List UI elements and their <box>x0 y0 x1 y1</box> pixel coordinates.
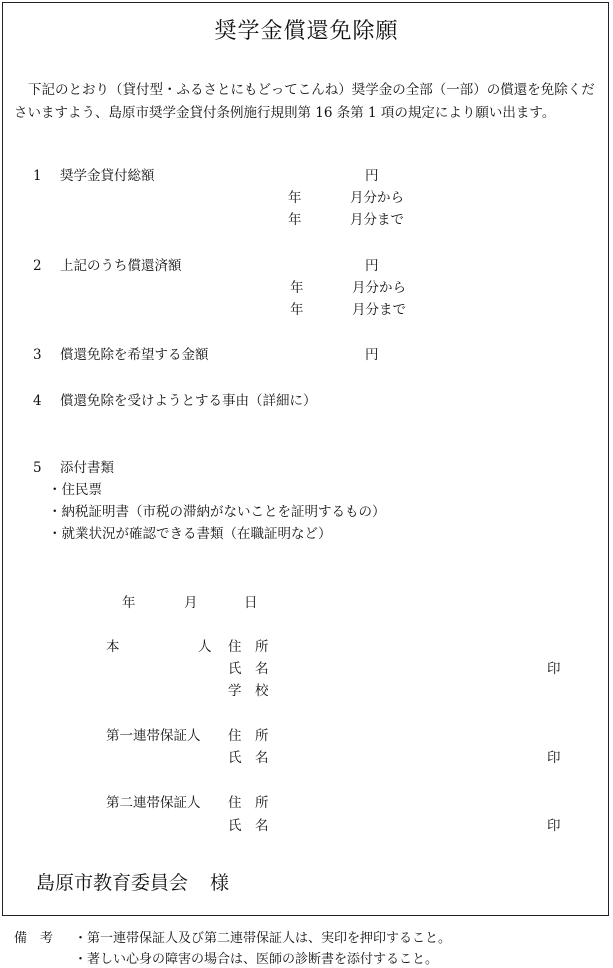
applicant-name-label: 氏 名 <box>228 661 269 677</box>
item1-label: 奨学金貸付総額 <box>60 168 155 184</box>
guarantor2-seal-mark: 印 <box>547 818 561 834</box>
guarantor1-address-label: 住 所 <box>228 728 269 744</box>
item1-yen-unit: 円 <box>365 168 379 184</box>
guarantor2-name-label: 氏 名 <box>228 818 269 834</box>
guarantor2-role: 第二連帯保証人 <box>106 795 201 811</box>
notes-label: 備 考 <box>14 931 54 946</box>
item2-month-to: 月分まで <box>352 302 406 318</box>
guarantor1-name-label: 氏 名 <box>228 750 269 766</box>
item1-year-from: 年 <box>288 190 302 206</box>
applicant-role-second: 人 <box>198 639 212 655</box>
item3-yen-unit: 円 <box>365 347 379 363</box>
item3-number: 3 <box>33 347 42 363</box>
item1-year-to: 年 <box>288 212 302 228</box>
item3-label: 償還免除を希望する金額 <box>60 347 209 363</box>
item1-month-to: 月分まで <box>350 212 404 228</box>
item2-year-to: 年 <box>290 302 304 318</box>
applicant-address-label: 住 所 <box>228 639 269 655</box>
item5-number: 5 <box>33 460 42 476</box>
recipient-honorific: 様 <box>210 872 230 894</box>
guarantor2-address-label: 住 所 <box>228 795 269 811</box>
item1-month-from: 月分から <box>350 190 404 206</box>
applicant-seal-mark: 印 <box>547 661 561 677</box>
guarantor1-role: 第一連帯保証人 <box>106 728 201 744</box>
item4-number: 4 <box>33 393 42 409</box>
item2-year-from: 年 <box>290 280 304 296</box>
applicant-school-label: 学 校 <box>228 683 269 699</box>
date-day: 日 <box>244 595 258 611</box>
item5-label: 添付書類 <box>60 460 114 476</box>
item2-label: 上記のうち償還済額 <box>60 258 182 274</box>
notes-line: ・第一連帯保証人及び第二連帯保証人は、実印を押印すること。 <box>74 931 452 946</box>
item1-number: 1 <box>33 168 42 184</box>
item2-yen-unit: 円 <box>365 258 379 274</box>
recipient-name: 島原市教育委員会 <box>36 872 189 894</box>
intro-paragraph: 下記のとおり（貸付型・ふるさとにもどってこんね）奨学金の全部（一部）の償還を免除くださいますよう、島原市奨学金貸付条例施行規則第 16 条第 1 項の規定により願い出ます。 <box>14 82 595 121</box>
form-title: 奨学金償還免除願 <box>214 19 399 44</box>
applicant-role-first: 本 <box>106 639 120 655</box>
date-year: 年 <box>122 595 136 611</box>
attachment-item: ・就業状況が確認できる書類（在職証明など） <box>48 526 332 542</box>
attachment-item: ・納税証明書（市税の滞納がないことを証明するもの） <box>48 504 386 520</box>
item2-month-from: 月分から <box>352 280 406 296</box>
guarantor1-seal-mark: 印 <box>547 750 561 766</box>
date-month: 月 <box>184 595 198 611</box>
attachment-item: ・住民票 <box>48 482 102 498</box>
recipient-line <box>36 874 229 893</box>
form-frame <box>2 2 609 916</box>
item2-number: 2 <box>33 258 42 274</box>
notes-line: ・著しい心身の障害の場合は、医師の診断書を添付すること。 <box>74 952 439 967</box>
item4-label: 償還免除を受けようとする事由（詳細に） <box>60 393 317 409</box>
